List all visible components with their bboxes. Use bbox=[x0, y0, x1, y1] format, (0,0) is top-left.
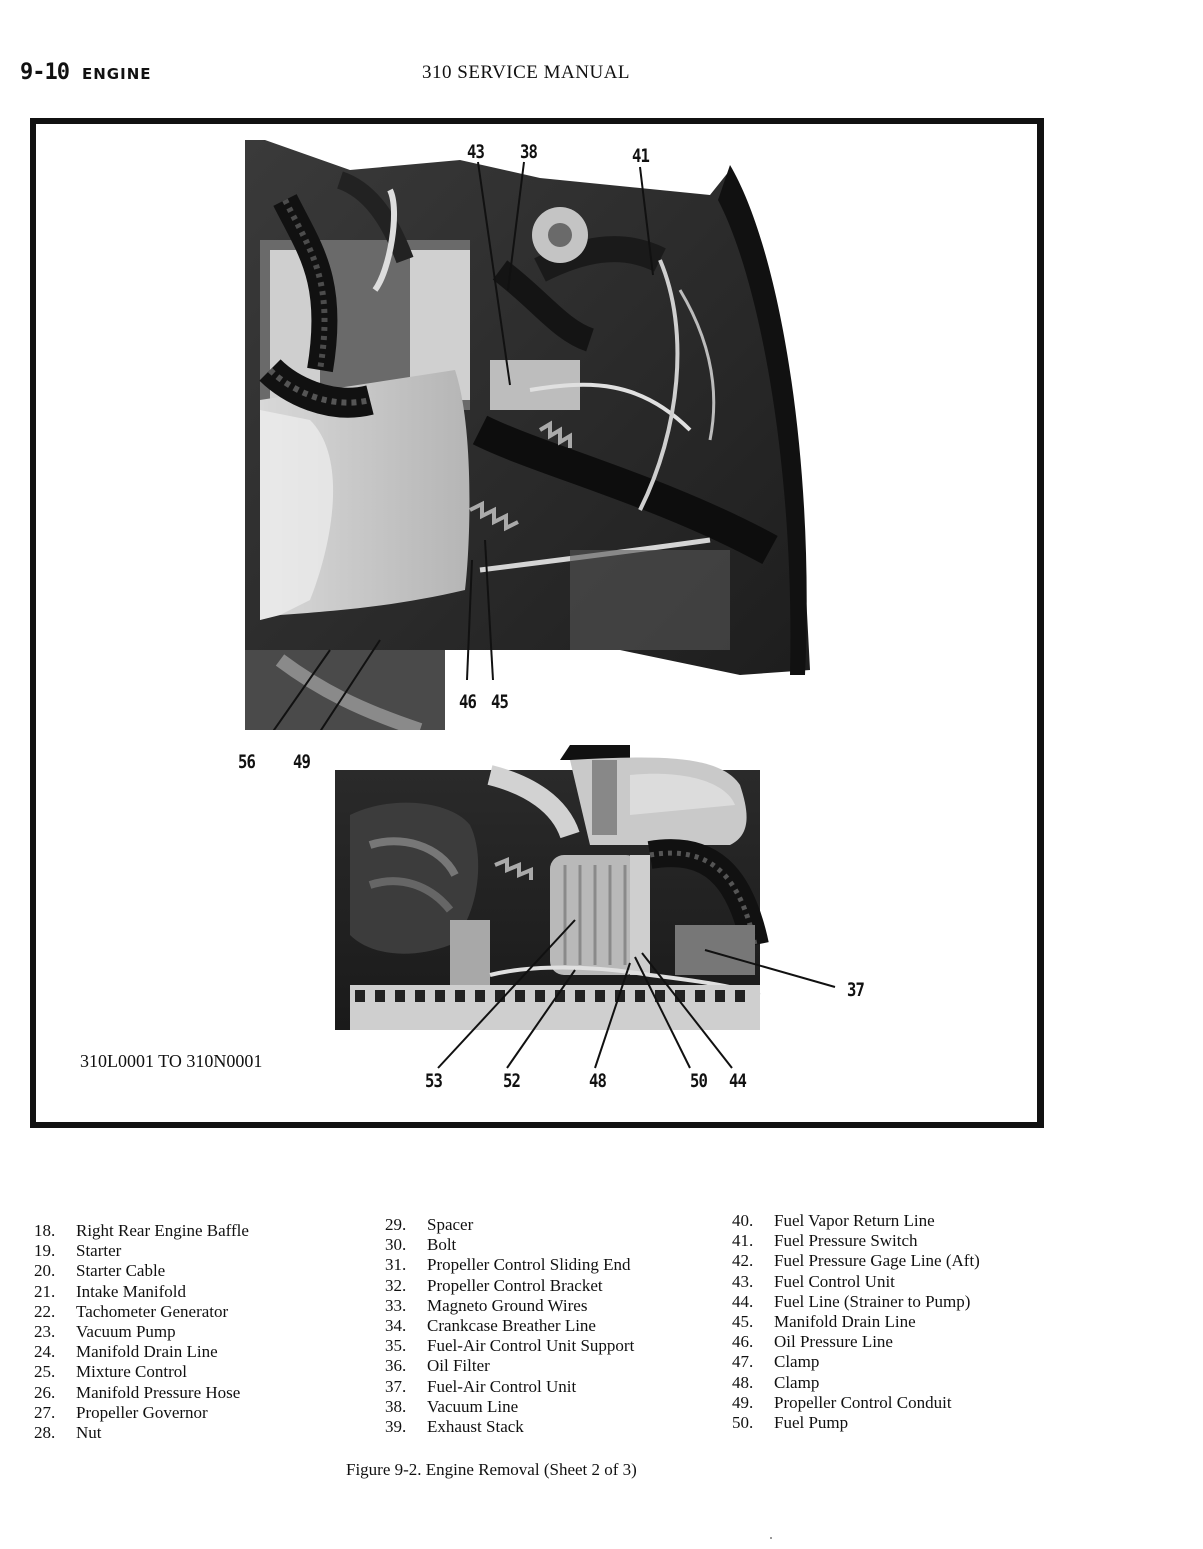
legend-text: Vacuum Pump bbox=[76, 1322, 176, 1342]
legend-item bbox=[732, 1332, 980, 1352]
legend-num: 45. bbox=[732, 1312, 754, 1332]
legend-num: 30. bbox=[385, 1235, 407, 1255]
legend-text: Magneto Ground Wires bbox=[427, 1295, 588, 1315]
callout-50: 50 bbox=[690, 1070, 708, 1092]
legend-item bbox=[385, 1215, 634, 1235]
legend-item bbox=[385, 1336, 634, 1356]
legend-text: Starter Cable bbox=[76, 1261, 166, 1281]
legend-item bbox=[34, 1362, 249, 1382]
legend-column-3 bbox=[732, 1211, 980, 1433]
legend-item bbox=[34, 1342, 249, 1362]
legend-text: Exhaust Stack bbox=[427, 1417, 524, 1437]
legend-column-2 bbox=[385, 1215, 634, 1437]
legend-num: 28. bbox=[34, 1423, 56, 1443]
legend-item bbox=[385, 1356, 634, 1376]
legend-item bbox=[34, 1241, 249, 1261]
legend-item bbox=[34, 1221, 249, 1241]
legend-num: 47. bbox=[732, 1352, 754, 1372]
legend-item bbox=[385, 1377, 634, 1397]
legend-item bbox=[732, 1251, 980, 1271]
legend-item bbox=[34, 1261, 249, 1281]
manual-title: 310 SERVICE MANUAL bbox=[422, 62, 631, 83]
legend-text: Intake Manifold bbox=[76, 1281, 186, 1301]
legend-text: Fuel-Air Control Unit bbox=[427, 1376, 577, 1396]
legend-text: Propeller Governor bbox=[76, 1402, 208, 1422]
legend-item bbox=[732, 1373, 980, 1393]
legend-num: 25. bbox=[34, 1362, 56, 1382]
legend-text: Fuel Control Unit bbox=[774, 1271, 895, 1291]
legend-text: Manifold Pressure Hose bbox=[76, 1382, 241, 1402]
callout-37: 37 bbox=[847, 979, 865, 1001]
legend-item bbox=[385, 1397, 634, 1417]
legend-text: Fuel Line (Strainer to Pump) bbox=[774, 1291, 971, 1311]
figure-caption: Figure 9-2. Engine Removal (Sheet 2 of 3) bbox=[346, 1460, 637, 1479]
legend-text: Tachometer Generator bbox=[76, 1301, 229, 1321]
legend-num: 19. bbox=[34, 1241, 56, 1261]
legend-text: Propeller Control Bracket bbox=[427, 1275, 603, 1295]
legend-item bbox=[385, 1235, 634, 1255]
legend-text: Fuel Pressure Gage Line (Aft) bbox=[774, 1251, 980, 1271]
legend-text: Starter bbox=[76, 1241, 122, 1261]
legend-num: 26. bbox=[34, 1382, 56, 1402]
legend-item bbox=[732, 1393, 980, 1413]
legend-text: Mixture Control bbox=[76, 1362, 187, 1382]
legend-num: 34. bbox=[385, 1316, 407, 1336]
legend-num: 35. bbox=[385, 1336, 407, 1356]
legend-text: Fuel Pressure Switch bbox=[774, 1231, 918, 1251]
scan-speck bbox=[770, 1537, 772, 1539]
legend-item bbox=[385, 1316, 634, 1336]
callout-52: 52 bbox=[503, 1070, 521, 1092]
legend-num: 33. bbox=[385, 1295, 407, 1315]
legend-item bbox=[34, 1423, 249, 1443]
legend-text: Propeller Control Sliding End bbox=[427, 1255, 631, 1275]
legend-text: Manifold Drain Line bbox=[76, 1342, 218, 1362]
legend-text: Vacuum Line bbox=[427, 1396, 519, 1416]
legend-item bbox=[732, 1272, 980, 1292]
engine-photo-top bbox=[240, 130, 820, 730]
legend-num: 32. bbox=[385, 1275, 407, 1295]
legend-num: 24. bbox=[34, 1342, 56, 1362]
legend-text: Spacer bbox=[427, 1215, 474, 1234]
serial-range: 310L0001 TO 310N0001 bbox=[80, 1051, 263, 1071]
legend-num: 43. bbox=[732, 1271, 754, 1291]
legend-text: Clamp bbox=[774, 1372, 820, 1392]
legend-num: 50. bbox=[732, 1413, 754, 1433]
legend-num: 38. bbox=[385, 1396, 407, 1416]
legend-num: 23. bbox=[34, 1322, 56, 1342]
callout-46: 46 bbox=[459, 691, 477, 713]
legend-num: 18. bbox=[34, 1221, 56, 1240]
legend-text: Manifold Drain Line bbox=[774, 1312, 916, 1332]
callout-45: 45 bbox=[491, 691, 509, 713]
legend-item bbox=[34, 1282, 249, 1302]
legend-item bbox=[732, 1211, 980, 1231]
legend-text: Oil Pressure Line bbox=[774, 1332, 893, 1352]
legend-item bbox=[732, 1352, 980, 1372]
legend-item bbox=[385, 1276, 634, 1296]
legend-text: Bolt bbox=[427, 1235, 457, 1255]
legend-num: 44. bbox=[732, 1291, 754, 1311]
legend-text: Fuel Vapor Return Line bbox=[774, 1211, 935, 1230]
legend-item bbox=[385, 1417, 634, 1437]
legend-item bbox=[34, 1383, 249, 1403]
legend-num: 39. bbox=[385, 1417, 407, 1437]
legend-num: 21. bbox=[34, 1281, 56, 1301]
callout-38: 38 bbox=[520, 141, 538, 163]
legend-text: Right Rear Engine Baffle bbox=[76, 1221, 249, 1240]
legend-num: 27. bbox=[34, 1402, 56, 1422]
callout-49: 49 bbox=[293, 751, 311, 773]
callout-41: 41 bbox=[632, 145, 650, 167]
legend-text: Nut bbox=[76, 1423, 102, 1443]
callout-48: 48 bbox=[589, 1070, 607, 1092]
legend-item bbox=[732, 1413, 980, 1433]
legend-num: 22. bbox=[34, 1301, 56, 1321]
section-title: ENGINE bbox=[82, 65, 152, 83]
callout-53: 53 bbox=[425, 1070, 443, 1092]
legend-item bbox=[34, 1403, 249, 1423]
legend-num: 48. bbox=[732, 1372, 754, 1392]
legend-item bbox=[732, 1312, 980, 1332]
legend-num: 36. bbox=[385, 1356, 407, 1376]
callout-43: 43 bbox=[467, 141, 485, 163]
legend-num: 29. bbox=[385, 1215, 407, 1234]
legend-num: 41. bbox=[732, 1231, 754, 1251]
legend-text: Propeller Control Conduit bbox=[774, 1392, 952, 1412]
legend-item bbox=[732, 1231, 980, 1251]
legend-num: 31. bbox=[385, 1255, 407, 1275]
legend-item bbox=[34, 1322, 249, 1342]
legend-num: 40. bbox=[732, 1211, 754, 1230]
legend-item bbox=[385, 1296, 634, 1316]
legend-item bbox=[732, 1292, 980, 1312]
legend-text: Clamp bbox=[774, 1352, 820, 1372]
legend-item bbox=[34, 1302, 249, 1322]
legend-num: 42. bbox=[732, 1251, 754, 1271]
legend-text: Fuel Pump bbox=[774, 1413, 849, 1433]
legend-num: 49. bbox=[732, 1392, 754, 1412]
legend-num: 46. bbox=[732, 1332, 754, 1352]
callout-44: 44 bbox=[729, 1070, 747, 1092]
legend-column-1 bbox=[34, 1221, 249, 1443]
legend-text: Fuel-Air Control Unit Support bbox=[427, 1336, 635, 1356]
legend-item bbox=[385, 1255, 634, 1275]
legend-num: 37. bbox=[385, 1376, 407, 1396]
engine-photo-bottom bbox=[330, 745, 860, 1090]
page-number: 9-10 bbox=[20, 60, 69, 85]
legend-text: Oil Filter bbox=[427, 1356, 490, 1376]
callout-56: 56 bbox=[238, 751, 256, 773]
legend-num: 20. bbox=[34, 1261, 56, 1281]
legend-text: Crankcase Breather Line bbox=[427, 1316, 596, 1336]
